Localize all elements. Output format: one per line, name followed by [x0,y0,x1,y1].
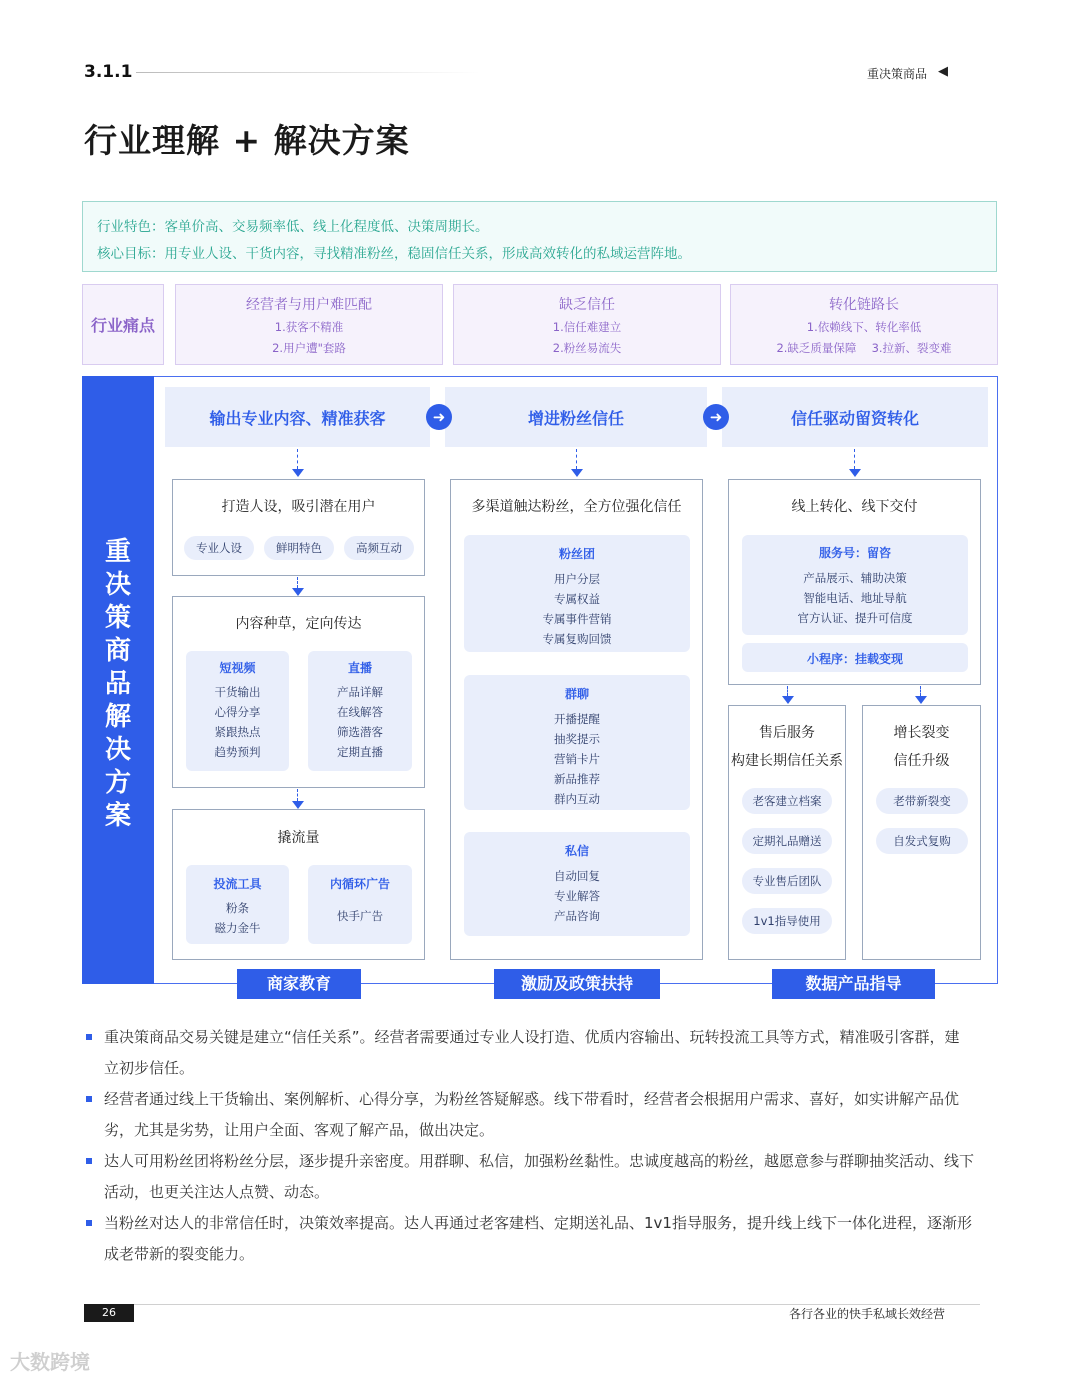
sub-box-title: 私信 [564,844,589,858]
sub-box-item: 产品展示、辅助决策 [803,571,907,585]
sub-box-item: 快手广告 [337,909,383,923]
side-title-char: 策 [104,603,131,633]
sub-box-title: 短视频 [219,661,256,675]
arrow-down-icon [292,588,304,596]
arrow-right-icon: ➜ [703,404,729,430]
pain-point-title: 经营者与用户难匹配 [246,297,372,313]
tag-pill: 鲜明特色 [264,536,334,560]
tag-pill: 高频互动 [344,536,414,560]
sub-box-item: 智能电话、地址导航 [803,591,907,605]
after-sales-card [728,705,846,960]
page-title: 行业理解 + 解决方案 [84,121,410,160]
arrow-down-icon [571,469,583,477]
arrow-down-icon [849,469,861,477]
growth-card [862,705,981,960]
fan-club-box [464,535,690,652]
card-title: 内容种草，定向传达 [235,616,362,632]
card-title: 售后服务 [759,725,815,741]
arrow-down-icon [782,696,794,704]
bullet-item: 当粉丝对达人的非常信任时，决策效率提高。达人再通过老客建档、定期送礼品、1v1指导服务，提升线上线下一体化进程，逐渐形成老带新的裂变能力。 [84,1208,974,1270]
side-title-char: 重 [104,537,131,567]
side-title-char: 决 [104,735,131,765]
sub-box-item: 筛选潜客 [337,725,383,739]
persona-card [172,479,425,576]
side-title-char: 方 [104,768,131,798]
side-title-char: 案 [104,801,131,831]
industry-features-line: 行业特色：客单价高、交易频率低、线上化程度低、决策周期长。 [97,219,489,235]
chapter-text: 重决策商品 [866,67,927,81]
connector-line [787,686,788,696]
industry-features-box [82,201,997,272]
stage-band [445,387,707,447]
pain-point-title: 转化链路长 [829,297,899,313]
sub-box-item: 专属事件营销 [542,612,612,626]
card-title: 线上转化、线下交付 [791,499,918,515]
stage-title: 输出专业内容、精准获客 [209,408,386,428]
connector-line [854,449,855,469]
sub-box-item: 专业解答 [554,889,600,903]
sub-box-item: 自动回复 [554,869,600,883]
sub-box-item: 专属权益 [554,592,600,606]
card-title: 增长裂变 [893,725,950,741]
arrow-down-icon [292,469,304,477]
service-account-box [742,535,968,635]
short-video-box [186,651,289,771]
book-title: 各行各业的快手私域长效经营 [788,1307,945,1321]
pain-point-card [453,284,721,365]
sub-box-item: 磁力金牛 [214,921,261,935]
tag-pill: 定期礼品赠送 [742,828,832,854]
pain-points-label: 行业痛点 [90,316,155,335]
bullet-item: 达人可用粉丝团将粉丝分层，逐步提升亲密度。用群聊、私信，加强粉丝黏性。忠诚度越高的粉丝，越愿意参与群聊抽奖活动、线下活动，也更关注达人点赞、动态。 [84,1146,974,1208]
chapter-label [867,65,945,82]
tag-pill: 自发式复购 [876,828,968,854]
content-seeding-card [172,596,425,788]
sub-box-title: 投流工具 [213,877,262,891]
bullet-item: 经营者通过线上干货输出、案例解析、心得分享，为粉丝答疑解惑。线下带看时，经营者会根据用户需求、喜好，如实讲解产品优劣，尤其是劣势，让用户全面、客观了解产品，做出决定。 [84,1084,974,1146]
solution-side-bar [82,376,154,984]
sub-box-item: 专属复购回馈 [542,632,612,646]
sub-box-title: 粉丝团 [558,547,595,561]
incentive-policy-label: 激励及政策扶持 [494,969,660,999]
pain-point-item: 1.信任难建立 [552,320,622,334]
arrow-down-icon [292,801,304,809]
section-number: 3.1.1 [84,62,133,82]
arrow-down-icon [915,696,927,704]
sub-box-item: 开播提醒 [554,712,600,726]
sub-box-item: 新品推荐 [554,772,600,786]
page-number: 26 [84,1304,134,1322]
triangle-left-icon: ◀ [938,64,948,79]
pain-point-card [730,284,998,365]
sub-box-title: 群聊 [564,687,589,701]
sub-box-item: 心得分享 [214,705,261,719]
ad-tools-box [186,865,289,944]
traffic-card [172,809,425,960]
sub-box-item: 干货输出 [214,685,261,699]
stage-band [722,387,988,447]
sub-box-item: 定期直播 [337,745,383,759]
stage-title: 增进粉丝信任 [527,408,624,428]
sub-box-title: 直播 [347,661,372,675]
sub-box-item: 产品详解 [337,685,383,699]
pain-point-card [175,284,443,365]
multichannel-trust-card [450,479,703,960]
tag-pill: 1v1指导使用 [742,908,832,934]
watermark: 大数跨境 [10,1350,90,1374]
stage-title: 信任驱动留资转化 [790,408,919,428]
summary-bullets [84,1022,974,1270]
sub-box-title: 服务号：留咨 [818,546,891,560]
bullet-item: 重决策商品交易关键是建立“信任关系”。经营者需要通过专业人设打造、优质内容输出、玩转投流工具等方式，精准吸引客群，建立初步信任。 [84,1022,974,1084]
connector-line [576,449,577,469]
sub-box-item: 在线解答 [337,705,383,719]
tag-pill: 老带新裂变 [876,788,968,814]
pain-point-item: 1.获客不精准 [274,320,344,334]
sub-box-title: 小程序：挂载变现 [806,652,903,666]
connector-line [920,686,921,696]
side-title-char: 决 [104,570,131,600]
card-subtitle: 构建长期信任关系 [731,753,843,769]
pain-point-item: 2.用户遭"套路 [272,341,346,355]
sub-box-item: 产品咨询 [554,909,600,923]
sub-box-item: 趋势预判 [214,745,261,759]
livestream-box [308,651,412,771]
merchant-education-label: 商家教育 [237,969,361,999]
sub-box-item: 紧跟热点 [214,725,261,739]
sub-box-item: 官方认证、提升可信度 [797,611,913,625]
section-divider [136,72,481,73]
connector-line [297,577,298,588]
sub-box-title: 内循环广告 [329,877,390,891]
conversion-card [728,479,981,685]
card-title: 撬流量 [277,830,320,846]
tag-pill: 专业人设 [184,536,254,560]
mini-program-box [742,643,968,672]
pain-point-title: 缺乏信任 [559,297,615,313]
sub-box-item: 用户分层 [554,572,600,586]
pain-point-item: 1.依赖线下、转化率低 [806,320,922,334]
card-title: 多渠道触达粉丝，全方位强化信任 [471,499,682,515]
core-goal-line: 核心目标：用专业人设、干货内容，寻找精准粉丝，稳固信任关系，形成高效转化的私域运营阵地。 [97,246,691,262]
sub-box-item: 群内互动 [554,792,600,806]
sub-box-item: 抽奖提示 [554,732,600,746]
internal-ads-box [308,865,412,944]
solution-side-title [82,536,154,833]
sub-box-item: 营销卡片 [554,752,600,766]
side-title-char: 品 [104,669,131,699]
side-title-char: 商 [104,636,131,666]
group-chat-box [464,675,690,810]
pain-point-item: 2.粉丝易流失 [552,341,622,355]
tag-pill: 专业售后团队 [742,868,832,894]
card-subtitle: 信任升级 [893,753,950,769]
connector-line [297,449,298,469]
private-message-box [464,832,690,936]
stage-band [165,387,430,447]
side-title-char: 解 [104,702,131,732]
tag-pill: 老客建立档案 [742,788,832,814]
pain-point-item: 2.缺乏质量保障 3.拉新、裂变难 [776,341,952,355]
connector-line [297,789,298,801]
arrow-right-icon: ➜ [426,404,452,430]
pain-points-label-box [82,284,164,365]
card-title: 打造人设，吸引潜在用户 [221,499,376,515]
data-product-label: 数据产品指导 [772,969,935,999]
sub-box-item: 粉条 [226,901,249,915]
